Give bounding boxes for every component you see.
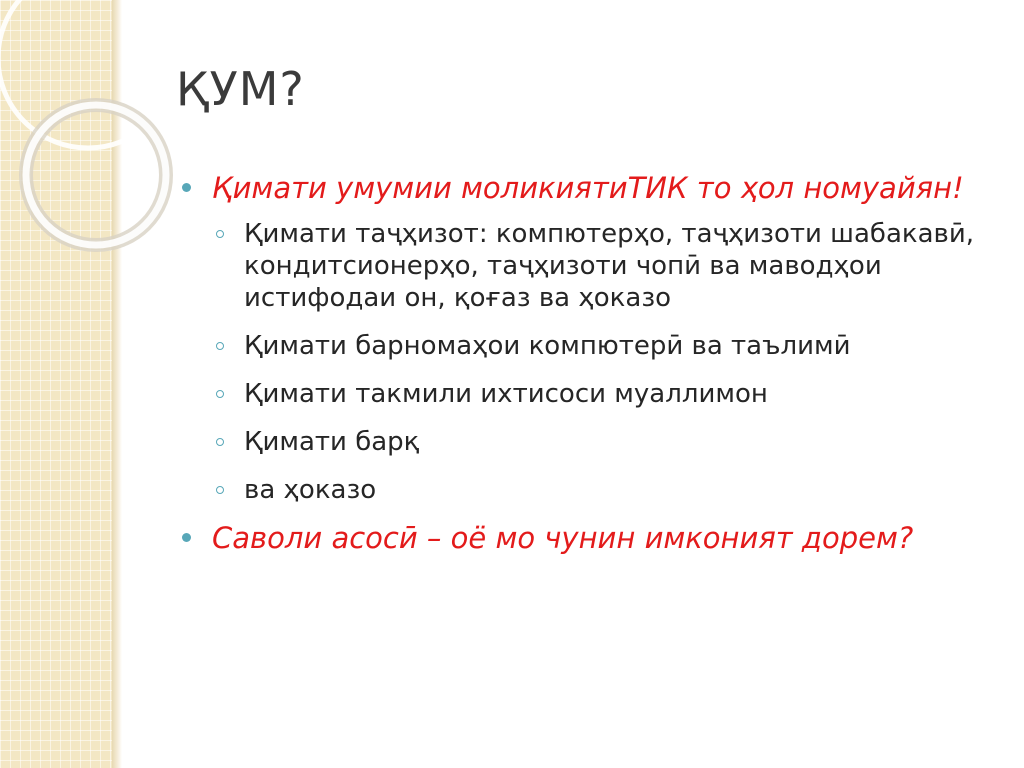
sub-bullet-text: Қимати барқ bbox=[244, 427, 420, 457]
sub-bullet-4 bbox=[182, 426, 992, 458]
sub-bullet-3 bbox=[182, 378, 992, 410]
bullet-dot-icon bbox=[182, 533, 191, 542]
bullet-ring-icon bbox=[216, 230, 224, 238]
sub-bullet-1 bbox=[182, 218, 992, 314]
slide-content bbox=[182, 168, 992, 558]
sub-bullet-2 bbox=[182, 330, 992, 362]
sub-bullet-text: Қимати таҷҳизот: компютерҳо, таҷҳизоти шабакавӣ, кондитсионерҳо, таҷҳизоти чопӣ ва маводҳои истифодаи он, қоғаз ва ҳоказо bbox=[244, 219, 974, 313]
sub-bullet-text: ва ҳоказо bbox=[244, 475, 377, 505]
bullet-main-1 bbox=[182, 168, 992, 208]
bullet-text: Қимати умумии моликиятиТИК то ҳол номуайян! bbox=[212, 171, 964, 205]
bullet-dot-icon bbox=[182, 183, 191, 192]
decorative-rings bbox=[0, 0, 200, 260]
bullet-ring-icon bbox=[216, 486, 224, 494]
bullet-ring-icon bbox=[216, 438, 224, 446]
sub-bullet-5 bbox=[182, 474, 992, 506]
bullet-ring-icon bbox=[216, 342, 224, 350]
bullet-main-2 bbox=[182, 518, 992, 558]
sub-bullet-text: Қимати такмили ихтисоси муаллимон bbox=[244, 379, 768, 409]
bullet-text: Саволи асосӣ – оё мо чунин имконият дорем? bbox=[212, 521, 914, 555]
sub-bullet-text: Қимати барномаҳои компютерӣ ва таълимӣ bbox=[244, 331, 851, 361]
slide-title: ҚУМ? bbox=[176, 62, 305, 116]
bullet-ring-icon bbox=[216, 390, 224, 398]
